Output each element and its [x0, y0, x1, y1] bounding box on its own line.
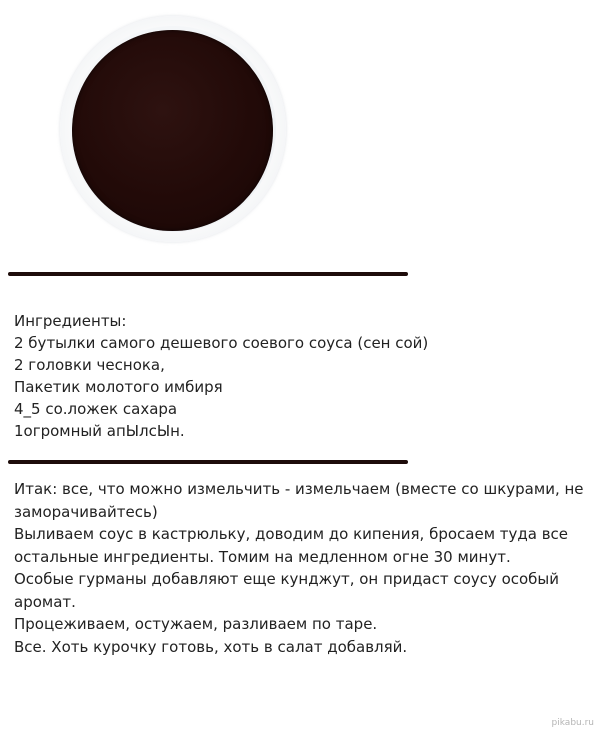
divider-bottom	[8, 460, 408, 464]
watermark: pikabu.ru	[551, 718, 594, 728]
instruction-line: Итак: все, что можно измельчить - измельчаем (вместе со шкурами, не заморачивайтесь)	[14, 480, 584, 521]
ingredient-item: 1огромный апЫлсЫн.	[14, 422, 185, 440]
instruction-line: Все. Хоть курочку готовь, хоть в салат добавляй.	[14, 637, 408, 656]
ingredient-item: Пакетик молотого имбиря	[14, 378, 223, 396]
ingredient-item: 2 головки чеснока,	[14, 356, 165, 374]
ingredient-item: 4_5 со.ложек сахара	[14, 400, 178, 418]
ingredients-list	[14, 310, 428, 442]
soy-sauce-liquid	[72, 30, 273, 231]
divider-top	[8, 272, 408, 276]
instruction-line: Процеживаем, остужаем, разливаем по таре.	[14, 615, 378, 633]
instructions-list	[14, 478, 588, 658]
ingredient-item: 2 бутылки самого дешевого соевого соуса (сен сой)	[14, 334, 429, 352]
ingredients-heading: Ингредиенты:	[14, 312, 127, 330]
instruction-line: Выливаем соус в кастрюльку, доводим до кипения, бросаем туда все остальные ингредиенты. Томим на медленном огне 30 минут.	[14, 525, 569, 566]
instruction-line: Особые гурманы добавляют еще кунджут, он придаст соусу особый аромат.	[14, 570, 560, 611]
